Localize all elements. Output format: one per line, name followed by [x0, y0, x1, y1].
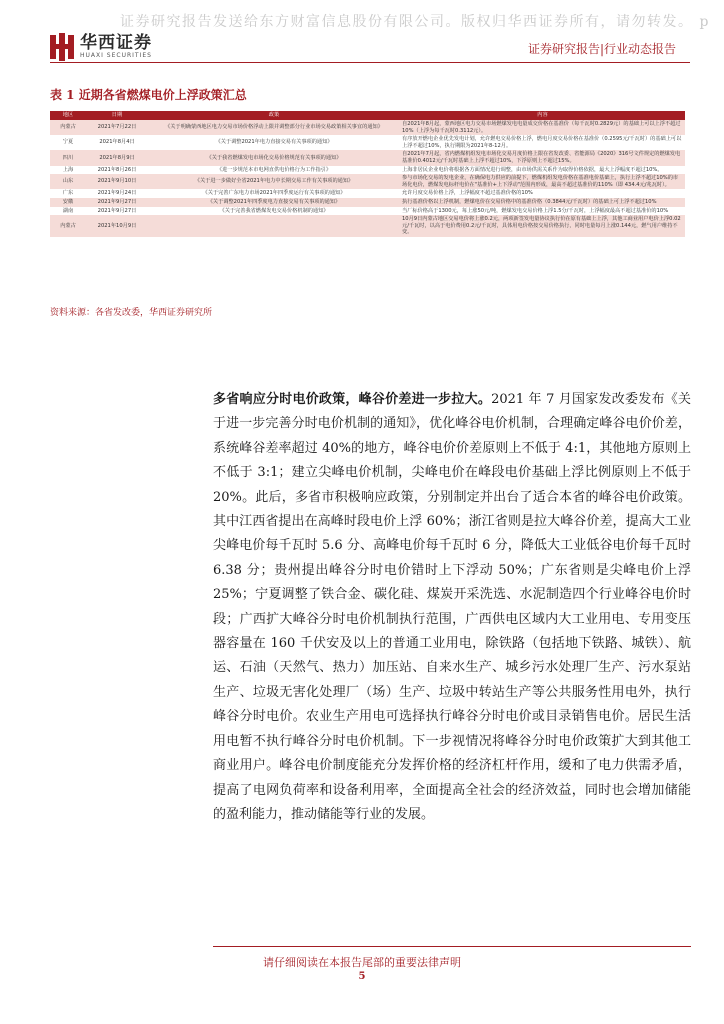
table-row: [50, 150, 685, 165]
table-cell: 执行基准价格以上浮机制，燃煤电价在交易价格中的基准价格（0.3844元/千瓦时）的基础上可上浮不超过10%: [400, 198, 685, 207]
table-row: [50, 135, 685, 150]
report-type: 证券研究报告|行业动态报告: [527, 42, 676, 56]
table-cell: 《进一步规范本市电网直供电价格行为工作指引》: [148, 166, 400, 175]
body-paragraph: [213, 388, 691, 827]
footer-divider: [213, 946, 691, 947]
header-divider: [50, 62, 690, 63]
table-row: [50, 166, 685, 175]
table-cell: 上海: [50, 166, 86, 175]
table-cell: 广东: [50, 189, 86, 198]
table-cell: 自2021年8月起，蒙西地区电力交易市场燃煤发电电量成交价格在基准价（每千瓦时0.2829元）的基础上可以上浮不超过10%（上浮为每千瓦时0.3112元）。: [400, 120, 685, 135]
col-header: 内容: [400, 111, 685, 120]
table-cell: 四川: [50, 150, 86, 165]
table-cell: 安徽: [50, 198, 86, 207]
table-cell: 10月9日内蒙古地区交易电价将上涨0.2元，两项新签发电量协议执行价在原有基础上上浮，其他工商业用户电价上浮0.02元/千瓦时，以高于电价费用0.2元/千瓦时，具体用电价格按交易价格执行，同时电量每月上涨0.144元，燃气用户维持不变。: [400, 215, 685, 237]
table-cell: 当厂标价格高于1300元，每上涨50元/吨，燃煤发电交易价格上浮1.5分/千瓦时，上浮幅度最高不超过基准价的10%: [400, 207, 685, 216]
table-cell: 《关于调整2021年电力直接交易有关事项的通知》: [148, 135, 400, 150]
table-cell: 2021年7月22日: [86, 120, 148, 135]
table-cell: 《关于调整2021年四季度电力直接交易有关事项的通知》: [148, 198, 400, 207]
table-cell: 2021年9月27日: [86, 207, 148, 216]
logo-en: HUAXI SECURITIES: [80, 52, 152, 59]
table-source: 资料来源：各省发改委，华西证券研究所: [50, 308, 213, 318]
logo: [50, 32, 152, 62]
table-cell: [148, 215, 400, 237]
table-cell: 2021年10月9日: [86, 215, 148, 237]
col-header: 地区: [50, 111, 86, 120]
table-row: [50, 215, 685, 237]
table-cell: 《关于我省燃煤发电市场化交易价格规范有关事项的通知》: [148, 150, 400, 165]
table-title: 表 1 近期各省燃煤电价上浮政策汇总: [50, 88, 247, 102]
table-cell: 2021年8月26日: [86, 166, 148, 175]
table-cell: 宁夏: [50, 135, 86, 150]
table-cell: 《关于进一步做好全省2021年电力中长期交易工作有关事项的通知》: [148, 174, 400, 189]
table-cell: 2021年9月10日: [86, 174, 148, 189]
body-text: 2021 年 7 月国家发改委发布《关于进一步完善分时电价机制的通知》，优化峰谷电价机制，合理确定峰谷电价价差，系统峰谷差率超过 40%的地方，峰谷电价价差原则上不低于 4:1，其他地方原则上不低于 3:1；建立尖峰电价机制，尖峰电价在峰段电价基础上浮比例原则上不低于 20%。此后，多省市积极响应政策，分别制定并出台了适合本省的峰谷电价政策。其中江西省提出在高峰时段电价上浮 60%；浙江省则是拉大峰谷价差，提高大工业尖峰电价每千瓦时 5.6 分、高峰电价每千瓦时 6 分，降低大工业低谷电价每千瓦时 6.38 分；贵州提出峰谷分时电价错时上下浮动 50%；广东省则是尖峰电价上浮 25%；宁夏调整了铁合金、碳化硅、煤炭开采洗选、水泥制造四个行业峰谷电价时段；广西扩大峰谷分时电价机制执行范围，广西供电区域内大工业用电、专用变压器容量在 160 千伏安及以上的普通工业用电，除铁路（包括地下铁路、城铁）、航运、石油（天然气、热力）加压站、自来水生产、城乡污水处理厂生产、污水泵站生产、垃圾无害化处理厂（场）生产、垃圾中转站生产等公共服务性用电外，执行峰谷分时电价。农业生产用电可选择执行峰谷分时电价或目录销售电价。居民生活用电暂不执行峰谷分时电价机制。下一步视情况将峰谷分时电价政策扩大到其他工商业用户。峰谷电价制度能充分发挥价格的经济杠杆作用，缓和了电力供需矛盾，提高了电网负荷率和设备利用率，全面提高全社会的经济效益，同时也会增加储能的盈利能力，推动储能等行业的发展。: [213, 392, 691, 822]
table-cell: 上海非居民企业电价将根据各方面情况进行调整，由市场供需关系作为取得价格依据，最大上浮幅度不超过10%。: [400, 166, 685, 175]
table-row: [50, 174, 685, 189]
table-cell: 湖南: [50, 207, 86, 216]
table-cell: 允许月度交易价格上浮，上浮幅度不超过基准价格的10%: [400, 189, 685, 198]
table-cell: 2021年8月9日: [86, 150, 148, 165]
col-header: 政策: [148, 111, 400, 120]
page-number: 5: [358, 971, 366, 982]
table-cell: 《关于明确蒙西地区电力交易市场价格浮动上限并调整部分行业市场交易政策相关事宜的通知》: [148, 120, 400, 135]
watermark-text: 证券研究报告发送给东方财富信息股份有限公司。版权归华西证券所有，请勿转发。 p: [120, 14, 710, 30]
table-cell: 2021年9月27日: [86, 198, 148, 207]
table-row: [50, 189, 685, 198]
table-cell: 《关于完善我省燃煤发电交易价格机制的通知》: [148, 207, 400, 216]
table-cell: 山东: [50, 174, 86, 189]
table-cell: 《关于完善广东电力市场2021年四季度运行有关事项的通知》: [148, 189, 400, 198]
table-cell: 内蒙古: [50, 120, 86, 135]
table-cell: 有序放开燃电企业优先发电计划，允许燃电交易价格上浮，燃电月度交易价格在基准价（0.2595元/千瓦时）的基础上可以上浮不超过10%，执行期限为2021年8-12月。: [400, 135, 685, 150]
col-header: 日期: [86, 111, 148, 120]
huaxi-logo-icon: [50, 33, 74, 61]
table-cell: 参与市场化交易的发电企业，在确保电力供应的前提下，燃煤机组发电价格在基准电价基础上，执行上浮不超过10%的市场化电价，燃煤发电标杆电价在"基准价+上下浮动"范围内形成，最高不超过基准价的110%（即 434.4元/兆瓦时）。: [400, 174, 685, 189]
table-cell: 自2021年7月起，省内燃煤机组发电市场化交易月度价格上限在省发改委、省能源局《2020》316号文件规定的燃煤发电基准价0.4012元/千瓦时基础上上浮不超过10%，下浮原则上不超过15%。: [400, 150, 685, 165]
logo-cn: 华西证券: [80, 33, 152, 53]
legal-notice: 请仔细阅读在本报告尾部的重要法律声明: [263, 956, 461, 969]
table-row: [50, 207, 685, 216]
policy-table: [50, 111, 685, 237]
table-header-row: [50, 111, 685, 120]
table-cell: 内蒙古: [50, 215, 86, 237]
table-row: [50, 198, 685, 207]
table-row: [50, 120, 685, 135]
lead-sentence: 多省响应分时电价政策，峰谷价差进一步拉大。: [213, 392, 492, 407]
table-cell: 2021年9月24日: [86, 189, 148, 198]
table-cell: 2021年8月4日: [86, 135, 148, 150]
